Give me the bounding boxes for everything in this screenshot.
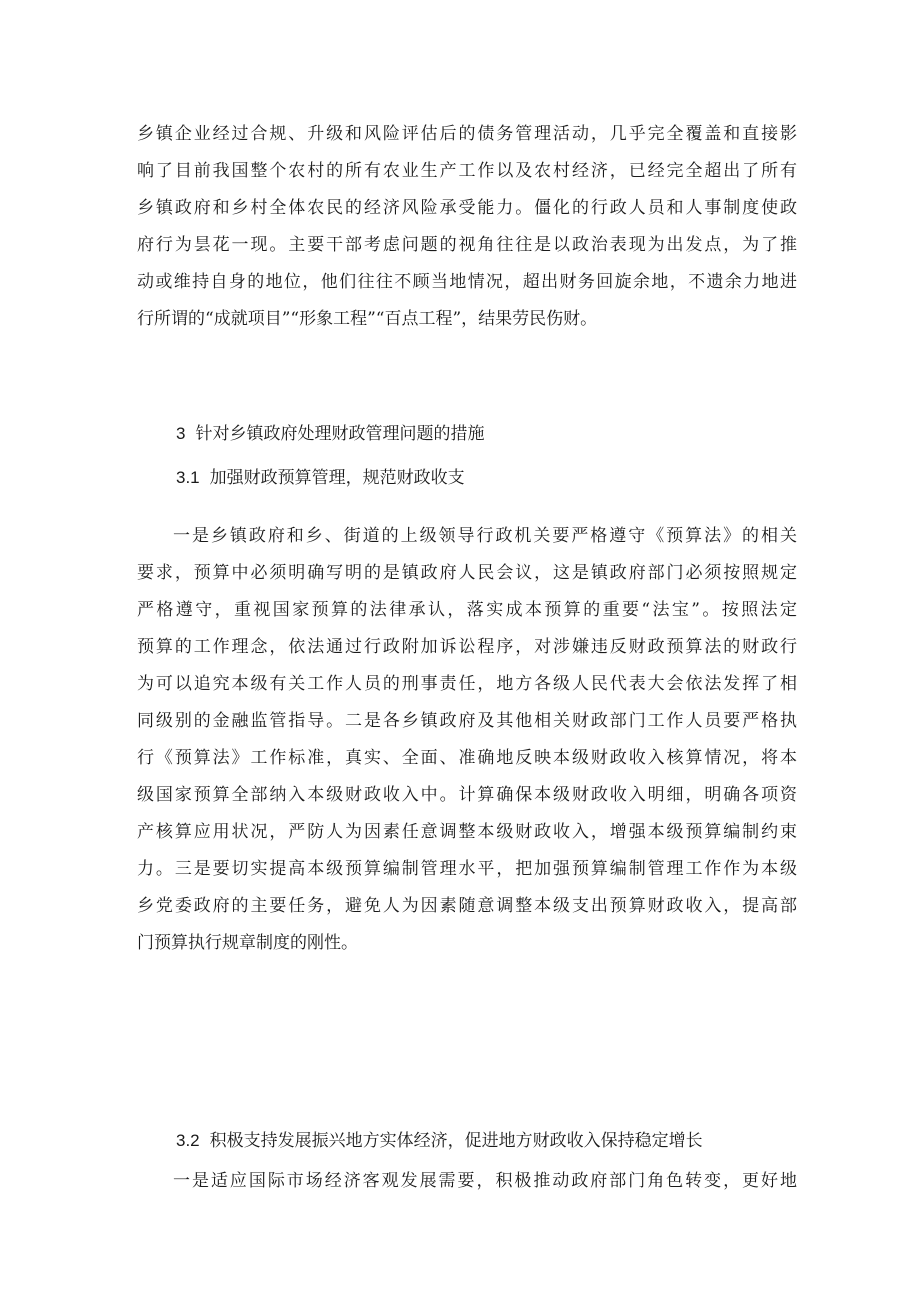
section-title: 针对乡镇政府处理财政管理问题的措施 [195,424,485,444]
section-number: 3.1 [176,468,200,487]
paragraph-line: 动或维持自身的地位，他们往往不顾当地情况，超出财务回旋余地，不遗余力地进 [137,272,797,292]
section-number: 3 [176,424,186,443]
paragraph-line: 门预算执行规章制度的刚性。 [137,933,358,953]
paragraph-line: 为可以追究本级有关工作人员的刑事责任，地方各级人民代表大会依法发挥了相 [137,674,797,694]
paragraph-line: 一是乡镇政府和乡、街道的上级领导行政机关要严格遵守《预算法》的相关 [173,526,797,546]
paragraph-line: 级国家预算全部纳入本级财政收入中。计算确保本级财政收入明细，明确各项资 [137,785,797,805]
section-title: 积极支持发展振兴地方实体经济，促进地方财政收入保持稳定增长 [209,1131,703,1151]
section-number: 3.2 [176,1131,200,1150]
paragraph-line: 同级别的金融监管指导。二是各乡镇政府及其他相关财政部门工作人员要严格执 [137,711,797,731]
paragraph-3 [137,1163,797,1200]
paragraph-line: 力。三是要切实提高本级预算编制管理水平，把加强预算编制管理工作作为本级 [137,859,797,879]
section-title: 加强财政预算管理，规范财政收支 [209,468,465,488]
paragraph-line: 产核算应用状况，严防人为因素任意调整本级财政收入，增强本级预算编制约束 [137,822,797,842]
paragraph-line: 行《预算法》工作标准，真实、全面、准确地反映本级财政收入核算情况，将本 [137,748,797,768]
paragraph-1 [137,116,797,338]
paragraph-line: 乡镇政府和乡村全体农民的经济风险承受能力。僵化的行政人员和人事制度使政 [137,198,797,218]
paragraph-line: 要求，预算中必须明确写明的是镇政府人民会议，这是镇政府部门必须按照规定 [137,563,797,583]
paragraph-2 [137,518,797,962]
paragraph-line: 行所谓的“成就项目”“形象工程”“百点工程”，结果劳民伤财。 [137,309,598,329]
section-heading-3 [176,415,484,452]
section-heading-3-2 [176,1122,703,1159]
paragraph-line: 乡党委政府的主要任务，避免人为因素随意调整本级支出预算财政收入，提高部 [137,896,797,916]
paragraph-line: 一是适应国际市场经济客观发展需要，积极推动政府部门角色转变，更好地 [173,1171,797,1191]
paragraph-line: 府行为昙花一现。主要干部考虑问题的视角往往是以政治表现为出发点，为了推 [137,235,797,255]
paragraph-line: 响了目前我国整个农村的所有农业生产工作以及农村经济，已经完全超出了所有 [137,161,797,181]
paragraph-line: 乡镇企业经过合规、升级和风险评估后的债务管理活动，几乎完全覆盖和直接影 [137,124,797,144]
section-heading-3-1 [176,459,465,496]
paragraph-line: 预算的工作理念，依法通过行政附加诉讼程序，对涉嫌违反财政预算法的财政行 [137,637,797,657]
paragraph-line: 严格遵守，重视国家预算的法律承认，落实成本预算的重要“法宝”。按照法定 [137,600,797,620]
